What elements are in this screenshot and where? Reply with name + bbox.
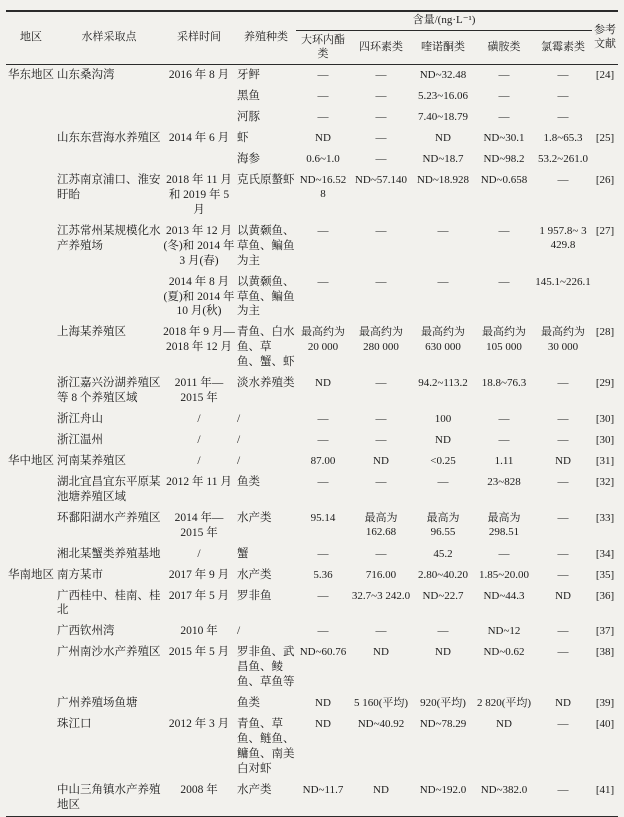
header-reference: 参考文献: [594, 24, 617, 51]
table-row: [6, 272, 618, 323]
cell-sulfonamides: 最高为 298.51: [487, 511, 521, 539]
cell-quinolones: —: [437, 224, 449, 237]
cell-region: [6, 508, 56, 544]
table-row: [6, 430, 618, 451]
cell-site: 湖北宜昌宜东平原某池塘养殖区域: [57, 475, 161, 503]
cell-quinolones: <0.25: [430, 454, 456, 467]
cell-time: [162, 149, 236, 170]
cell-macrolides: 5.36: [313, 568, 333, 581]
cell-region: [6, 544, 56, 565]
cell-tetracyclines: —: [375, 475, 387, 488]
cell-quinolones: 最高约为 630 000: [421, 326, 465, 353]
cell-region: [6, 621, 56, 642]
table-row: [6, 508, 618, 544]
antibiotics-content-table: [6, 10, 618, 817]
cell-region: [6, 586, 56, 622]
cell-macrolides: —: [317, 547, 329, 560]
cell-sulfonamides: ND~0.658: [480, 173, 528, 186]
cell-site: [56, 107, 162, 128]
cell-site: 浙江温州: [57, 434, 103, 446]
cell-chloramphenicols: —: [557, 568, 569, 581]
cell-macrolides: —: [317, 90, 329, 103]
cell-time: 2017 年 9 月: [168, 568, 230, 581]
cell-reference: [33]: [595, 511, 615, 524]
cell-quinolones: ND: [435, 132, 451, 145]
cell-time: 2014 年 8 月 (夏)和 2014 年 10 月(秋): [163, 275, 235, 318]
cell-reference: [39]: [595, 697, 615, 710]
header-site: 水样采取点: [81, 31, 137, 44]
cell-chloramphenicols: —: [557, 434, 569, 446]
cell-region: [6, 170, 56, 221]
cell-sulfonamides: —: [498, 413, 510, 426]
cell-reference: [41]: [595, 783, 615, 796]
cell-chloramphenicols: ND: [555, 589, 571, 602]
cell-quinolones: —: [437, 475, 449, 488]
cell-tetracyclines: ND: [373, 783, 389, 796]
cell-time: /: [197, 547, 201, 560]
cell-site: 河南某养殖区: [57, 454, 126, 467]
cell-tetracyclines: ND: [373, 646, 389, 659]
cell-sulfonamides: 1.11: [494, 454, 514, 467]
table-row: [6, 170, 618, 221]
cell-time: 2014 年 6 月: [168, 132, 230, 145]
cell-time: 2016 年 8 月: [168, 69, 230, 82]
cell-site: 环鄱阳湖水产养殖区: [57, 511, 161, 524]
cell-time: 2010 年: [180, 625, 218, 638]
header-chloramphenicols: 氯霉素类: [541, 40, 586, 53]
cell-macrolides: —: [317, 275, 329, 288]
cell-region: [6, 714, 56, 780]
cell-tetracyclines: 最高约为 280 000: [359, 326, 403, 353]
cell-tetracyclines: —: [375, 111, 387, 124]
cell-macrolides: ND~11.7: [302, 783, 344, 796]
cell-site: [56, 149, 162, 170]
cell-time: 2018 年 9 月— 2018 年 12 月: [163, 326, 235, 354]
cell-reference: [27]: [595, 224, 615, 237]
table-row: [6, 451, 618, 472]
cell-reference: [28]: [595, 326, 615, 339]
cell-chloramphenicols: —: [557, 111, 569, 124]
cell-quinolones: ND: [435, 646, 451, 659]
cell-time: [162, 693, 236, 714]
cell-reference: [592, 272, 618, 323]
cell-region: 华东地区: [8, 69, 54, 82]
table-row: [6, 714, 618, 780]
cell-time: 2015 年 5 月: [168, 646, 230, 659]
cell-reference: [29]: [595, 377, 615, 390]
cell-region: 华中地区: [8, 454, 54, 467]
cell-reference: [34]: [595, 547, 615, 560]
cell-tetracyclines: —: [375, 625, 387, 638]
header-species: 养殖种类: [244, 31, 288, 44]
cell-site: 广州南沙水产养殖区: [57, 646, 161, 659]
header-tetracyclines: 四环素类: [359, 40, 403, 53]
table-row: [6, 409, 618, 430]
cell-quinolones: 2.80~40.20: [418, 568, 468, 581]
cell-sulfonamides: 18.8~76.3: [481, 377, 527, 390]
cell-chloramphenicols: —: [557, 475, 569, 488]
table-row: [6, 621, 618, 642]
cell-macrolides: 87.00: [310, 454, 336, 467]
cell-site: 珠江口: [57, 718, 92, 731]
cell-site: 南方某市: [57, 568, 103, 581]
cell-time: 2008 年: [180, 783, 218, 796]
cell-macrolides: 最高约为 20 000: [301, 326, 345, 353]
cell-tetracyclines: —: [375, 224, 387, 237]
cell-sulfonamides: ND~30.1: [483, 132, 525, 145]
cell-reference: [592, 107, 618, 128]
cell-tetracyclines: —: [375, 90, 387, 103]
cell-time: /: [197, 413, 201, 426]
cell-sulfonamides: ND~12: [487, 625, 521, 638]
cell-quinolones: ND~22.7: [422, 589, 464, 602]
table-row: [6, 544, 618, 565]
cell-species: 以黄颡鱼、草鱼、鳊鱼为主: [237, 275, 295, 318]
table-row: [6, 373, 618, 409]
cell-macrolides: ND: [315, 132, 331, 145]
cell-quinolones: ND~32.48: [419, 69, 467, 82]
cell-macrolides: —: [317, 224, 329, 237]
cell-sulfonamides: —: [498, 547, 510, 560]
cell-chloramphenicols: —: [557, 511, 569, 524]
cell-macrolides: —: [317, 111, 329, 124]
table-row: [6, 780, 618, 816]
cell-chloramphenicols: —: [557, 69, 569, 82]
cell-macrolides: —: [317, 625, 329, 638]
cell-quinolones: 7.40~18.79: [418, 111, 468, 124]
cell-reference: [592, 86, 618, 107]
table-row: [6, 586, 618, 622]
cell-time: 2018 年 11 月和 2019 年 5 月: [166, 173, 232, 216]
cell-species: 以黄颡鱼、草鱼、鳊鱼为主: [237, 224, 295, 267]
cell-sulfonamides: ND~44.3: [483, 589, 525, 602]
cell-region: [6, 409, 56, 430]
cell-reference: [31]: [595, 454, 615, 467]
cell-chloramphenicols: —: [557, 377, 569, 390]
cell-region: [6, 430, 56, 451]
table-row: [6, 128, 618, 149]
table-row: [6, 149, 618, 170]
cell-tetracyclines: —: [375, 132, 387, 145]
cell-quinolones: —: [437, 625, 449, 638]
cell-chloramphenicols: —: [557, 646, 569, 659]
cell-reference: [37]: [595, 625, 615, 638]
cell-site: 湘北某蟹类养殖基地: [57, 547, 161, 560]
cell-time: /: [197, 454, 201, 467]
cell-site: 中山三角镇水产养殖地区: [57, 783, 161, 811]
table-row: [6, 322, 618, 373]
cell-species: 罗非鱼、武昌鱼、鲮鱼、草鱼等: [237, 646, 295, 689]
cell-quinolones: ND~78.29: [419, 718, 467, 731]
cell-reference: [30]: [595, 434, 615, 446]
cell-species: /: [237, 434, 241, 446]
cell-species: 黑鱼: [237, 90, 260, 103]
cell-reference: [36]: [595, 589, 615, 602]
cell-sulfonamides: ND: [496, 718, 512, 731]
cell-tetracyclines: —: [375, 69, 387, 82]
cell-species: 鱼类: [237, 697, 260, 710]
table-row: [6, 642, 618, 693]
cell-species: 水产类: [237, 511, 272, 524]
cell-quinolones: —: [437, 275, 449, 288]
cell-site: 江苏常州某规模化水产养殖场: [57, 224, 161, 252]
cell-macrolides: —: [317, 69, 329, 82]
cell-site: [56, 272, 162, 323]
cell-reference: [40]: [595, 718, 615, 731]
cell-sulfonamides: —: [498, 90, 510, 103]
cell-reference: [24]: [595, 69, 615, 82]
cell-tetracyclines: —: [375, 153, 387, 165]
cell-species: 青鱼、白水鱼、草 鱼、蟹、虾: [237, 326, 295, 369]
cell-tetracyclines: —: [375, 434, 387, 446]
cell-species: 水产类: [237, 568, 272, 581]
cell-time: [162, 107, 236, 128]
cell-tetracyclines: —: [375, 275, 387, 288]
cell-site: 浙江嘉兴汾湖养殖区等 8 个养殖区域: [57, 377, 161, 405]
cell-quinolones: 920(平均): [420, 697, 466, 710]
cell-region: [6, 472, 56, 508]
cell-time: [162, 86, 236, 107]
cell-region: [6, 149, 56, 170]
cell-tetracyclines: —: [375, 547, 387, 560]
cell-region: [6, 86, 56, 107]
cell-chloramphenicols: —: [557, 625, 569, 638]
cell-reference: [26]: [595, 173, 615, 186]
cell-macrolides: ND: [315, 718, 331, 731]
cell-region: 华南地区: [8, 568, 54, 581]
cell-reference: [30]: [595, 413, 615, 426]
cell-region: [6, 272, 56, 323]
cell-sulfonamides: —: [498, 224, 510, 237]
cell-site: [56, 86, 162, 107]
cell-species: 河豚: [237, 111, 260, 124]
cell-sulfonamides: 最高约为 105 000: [482, 326, 526, 353]
cell-macrolides: ND~60.76: [299, 646, 347, 659]
cell-tetracyclines: —: [375, 377, 387, 390]
cell-region: [6, 128, 56, 149]
cell-chloramphenicols: —: [557, 413, 569, 426]
cell-chloramphenicols: 53.2~261.0: [538, 153, 588, 165]
table-row: [6, 472, 618, 508]
cell-region: [6, 221, 56, 272]
cell-chloramphenicols: —: [557, 783, 569, 796]
cell-tetracyclines: 32.7~3 242.0: [351, 589, 411, 602]
cell-site: 山东桑沟湾: [57, 69, 115, 82]
cell-site: 山东东营海水养殖区: [57, 132, 161, 145]
cell-region: [6, 780, 56, 816]
cell-macrolides: —: [317, 413, 329, 426]
cell-chloramphenicols: —: [557, 173, 569, 186]
cell-sulfonamides: —: [498, 111, 510, 124]
cell-reference: [35]: [595, 568, 615, 581]
cell-region: [6, 693, 56, 714]
cell-region: [6, 642, 56, 693]
cell-time: /: [197, 434, 201, 446]
cell-quinolones: ND: [435, 434, 451, 446]
cell-chloramphenicols: —: [557, 547, 569, 560]
cell-species: 虾: [237, 132, 249, 145]
cell-species: 海参: [237, 153, 260, 165]
cell-quinolones: ND~192.0: [419, 783, 467, 796]
table-body: [6, 65, 618, 816]
cell-sulfonamides: 2 820(平均): [476, 697, 532, 710]
cell-sulfonamides: ND~382.0: [480, 783, 528, 796]
cell-macrolides: —: [317, 475, 329, 488]
cell-sulfonamides: —: [498, 434, 510, 446]
cell-tetracyclines: —: [375, 413, 387, 426]
cell-tetracyclines: ND~40.92: [357, 718, 405, 731]
cell-time: 2014 年— 2015 年: [174, 511, 224, 539]
cell-species: 淡水养殖类: [237, 377, 295, 390]
cell-reference: [32]: [595, 475, 615, 488]
cell-chloramphenicols: 145.1~226.1: [535, 275, 591, 288]
table-row: [6, 65, 618, 86]
cell-sulfonamides: ND~0.62: [483, 646, 525, 659]
cell-macrolides: ND~16.528: [299, 173, 347, 201]
cell-region: [6, 322, 56, 373]
cell-species: 蟹: [237, 547, 249, 560]
cell-site: 上海某养殖区: [57, 326, 126, 339]
table-row: [6, 221, 618, 272]
header-macrolides: 大环内酯类: [301, 33, 345, 60]
cell-quinolones: 5.23~16.06: [418, 90, 468, 103]
cell-sulfonamides: 1.85~20.00: [479, 568, 529, 581]
cell-time: 2017 年 5 月: [168, 589, 230, 602]
table-row: [6, 565, 618, 586]
cell-species: /: [237, 413, 241, 426]
cell-reference: [25]: [595, 132, 615, 145]
cell-quinolones: 45.2: [433, 547, 453, 560]
cell-sulfonamides: —: [498, 69, 510, 82]
cell-species: 克氏原螯虾: [237, 173, 295, 186]
cell-sulfonamides: —: [498, 275, 510, 288]
cell-chloramphenicols: ND: [555, 454, 571, 467]
cell-chloramphenicols: —: [557, 718, 569, 731]
cell-tetracyclines: ND: [373, 454, 389, 467]
cell-macrolides: —: [317, 434, 329, 446]
cell-time: 2013 年 12 月 (冬)和 2014 年 3 月(春): [163, 224, 235, 267]
cell-macrolides: 95.14: [310, 511, 336, 524]
cell-quinolones: 100: [434, 413, 452, 426]
cell-macrolides: ND: [315, 697, 331, 710]
cell-region: [6, 373, 56, 409]
cell-macrolides: —: [317, 589, 329, 602]
cell-site: 广西钦州湾: [57, 625, 115, 638]
header-quinolones: 喹诺酮类: [421, 40, 465, 53]
cell-time: 2012 年 3 月: [168, 718, 230, 731]
cell-chloramphenicols: —: [557, 90, 569, 103]
cell-site: 江苏南京浦口、淮安盱眙: [57, 173, 161, 201]
cell-tetracyclines: 716.00: [365, 568, 397, 581]
cell-macrolides: 0.6~1.0: [306, 153, 340, 165]
cell-sulfonamides: ND~98.2: [483, 153, 525, 165]
cell-chloramphenicols: ND: [555, 697, 571, 710]
cell-time: 2012 年 11 月: [166, 475, 232, 488]
table-row: [6, 107, 618, 128]
cell-species: 罗非鱼: [237, 589, 272, 602]
table-row: [6, 86, 618, 107]
cell-sulfonamides: 23~828: [487, 475, 521, 488]
cell-quinolones: ND~18.7: [422, 153, 464, 165]
table-row: [6, 693, 618, 714]
header-content-unit: 含量/(ng·L⁻¹): [296, 11, 592, 30]
cell-species: 水产类: [237, 783, 272, 796]
cell-quinolones: 94.2~113.2: [418, 377, 468, 390]
header-region: 地区: [20, 31, 42, 44]
cell-species: 青鱼、草鱼、鲢鱼、鳙鱼、南美白对虾: [237, 718, 295, 775]
cell-site: 广州养殖场鱼塘: [57, 697, 138, 710]
cell-species: /: [237, 625, 241, 638]
cell-quinolones: ND~18.928: [416, 173, 470, 186]
cell-quinolones: 最高为 96.55: [426, 511, 460, 539]
cell-tetracyclines: 5 160(平均): [353, 697, 409, 710]
header-sulfonamides: 磺胺类: [487, 40, 521, 53]
cell-chloramphenicols: 最高约为 30 000: [541, 326, 586, 353]
cell-species: 鱼类: [237, 475, 260, 488]
cell-species: 牙鲆: [237, 69, 260, 82]
cell-species: /: [237, 454, 241, 467]
cell-reference: [592, 149, 618, 170]
cell-tetracyclines: ND~57.140: [354, 173, 408, 186]
cell-time: 2011 年— 2015 年: [174, 377, 224, 405]
cell-chloramphenicols: 1.8~65.3: [543, 132, 583, 145]
cell-site: 浙江舟山: [57, 413, 103, 426]
cell-reference: [38]: [595, 646, 615, 659]
header-time: 采样时间: [177, 31, 221, 44]
table-header: [6, 11, 618, 65]
cell-chloramphenicols: 1 957.8~ 3 429.8: [539, 224, 587, 252]
cell-tetracyclines: 最高为 162.68: [364, 511, 398, 539]
cell-macrolides: ND: [315, 377, 331, 390]
cell-site: 广西桂中、桂南、桂北: [57, 589, 161, 617]
cell-region: [6, 107, 56, 128]
